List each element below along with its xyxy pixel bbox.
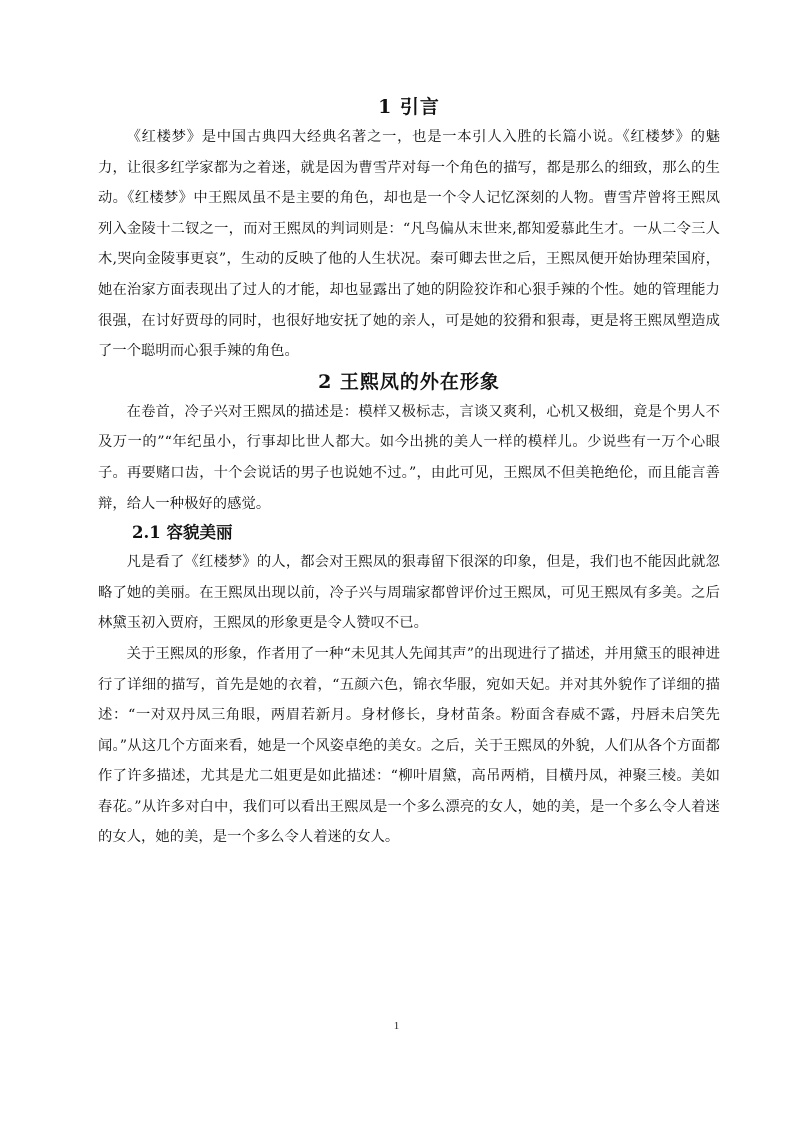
body-paragraph: 《红楼梦》是中国古典四大经典名著之一，也是一本引人入胜的长篇小说。《红楼梦》的魅力，让很多红学家都为之着迷，就是因为曹雪芹对每一个角色的描写，都是那么的细致，那么的生动。《红楼梦》中王熙凤虽不是主要的角色，却也是一个令人记忆深刻的人物。曹雪芹曾将王熙凤列入金陵十二钗之一，而对王熙凤的判词则是：“凡鸟偏从末世来,都知爱慕此生才。一从二令三人木,哭向金陵事更哀”，生动的反映了他的人生状况。秦可卿去世之后，王熙凤便开始协理荣国府，她在治家方面表现出了过人的才能，却也显露出了她的阴险狡诈和心狠手辣的个性。她的管理能力很强，在讨好贾母的同时，也很好地安抚了她的亲人，可是她的狡猾和狠毒，更是将王熙凤塑造成了一个聪明而心狠手辣的角色。 — [98, 129, 720, 360]
section-heading-introduction: 1 引言 — [378, 96, 440, 118]
subsection-heading-beautiful-appearance: 2.1 容貌美丽 — [132, 523, 233, 543]
page-content — [98, 92, 720, 853]
page-number: 1 — [393, 1020, 400, 1032]
section-heading-external-image: 2 王熙凤的外在形象 — [318, 370, 500, 393]
body-paragraph: 凡是看了《红楼梦》的人，都会对王熙凤的狠毒留下很深的印象，但是，我们也不能因此就忽略了她的美丽。在王熙凤出现以前，冷子兴与周瑞家都曾评价过王熙凤，可见王熙凤有多美。之后林黛玉初入贾府，王熙凤的形象更是令人赞叹不已。 — [98, 554, 720, 632]
body-paragraph: 关于王熙凤的形象，作者用了一种“未见其人先闻其声”的出现进行了描述，并用黛玉的眼神进行了详细的描写，首先是她的衣着，“五颜六色，锦衣华服，宛如天妃。并对其外貌作了详细的描述：“一对双丹凤三角眼，两眉若新月。身材修长，身材苗条。粉面含春威不露，丹唇未启笑先闻。”从这几个方面来看，她是一个风姿卓绝的美女。之后，关于王熙凤的外貌，人们从各个方面都作了许多描述，尤其是尤二姐更是如此描述：“柳叶眉黛，高吊两梢，目横丹凤，神聚三棱。美如春花。”从许多对白中，我们可以看出王熙凤是一个多么漂亮的女人，她的美，是一个多么令人着迷的女人，她的美，是一个多么令人着迷的女人。 — [98, 645, 720, 846]
body-paragraph: 在卷首，冷子兴对王熙凤的描述是：模样又极标志，言谈又爽利，心机又极细，竟是个男人不及万一的”“年纪虽小，行事却比世人都大。如今出挑的美人一样的模样儿。少说些有一万个心眼子。再要赌口齿，十个会说话的男子也说她不过。”，由此可见，王熙凤不但美艳绝伦，而且能言善辩，给人一种极好的感觉。 — [98, 403, 720, 512]
